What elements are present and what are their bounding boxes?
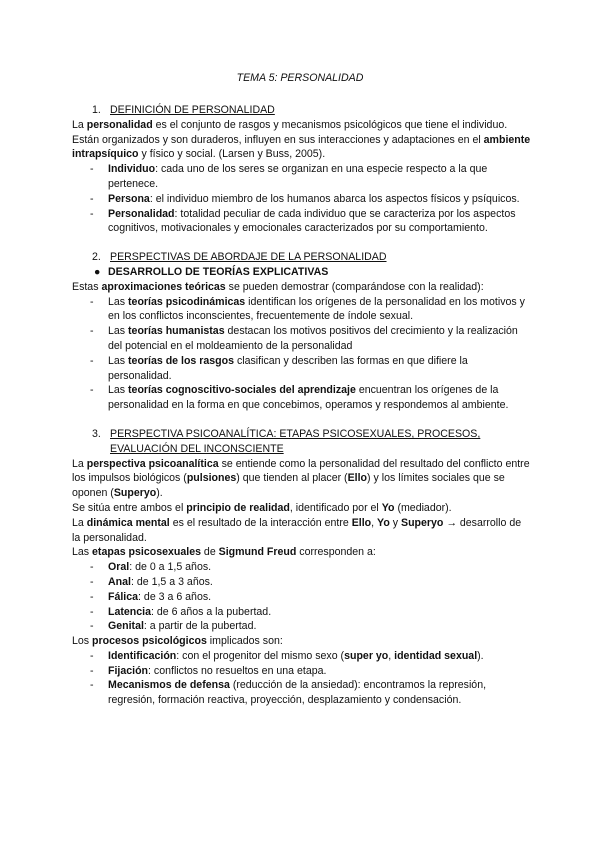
section-3-number: 3.: [92, 427, 101, 440]
document-body: [72, 103, 532, 708]
section-1-heading: [92, 103, 532, 118]
section-1-number: 1.: [92, 104, 101, 116]
term: perspectiva psicoanalítica: [86, 457, 219, 470]
list-item: - Fijación: conflictos no resueltos en una etapa.: [90, 664, 327, 677]
list-item: - Latencia: de 6 años a la pubertad.: [90, 605, 272, 618]
list-item: - Genital: a partir de la pubertad.: [90, 620, 257, 633]
section-2-heading: [92, 250, 532, 265]
definition: : a partir de la pubertad.: [143, 620, 257, 633]
list-item: - Las teorías humanistas destacan los motivos positivos del crecimiento y la realización del potencial en el moldeamiento de la personalidad: [90, 325, 518, 352]
stages-list: [72, 560, 532, 634]
definition: : el individuo miembro de los humanos abarca los aspectos físicos y psíquicos.: [149, 192, 520, 205]
section-1-paragraph: [72, 118, 532, 162]
term: teorías cognoscitivo-sociales del aprendizaje: [128, 384, 356, 397]
text: Las: [108, 384, 129, 397]
definition: clasifican y describen las formas en que difiere la personalidad.: [108, 354, 468, 382]
text: ) que tienden al placer (: [236, 472, 348, 485]
definition: destacan los motivos positivos del crecimiento y la realización del potencial en el moldeamiento de la personalidad: [108, 325, 518, 352]
text: es el resultado de la interacción entre: [169, 516, 352, 529]
text: es el conjunto de rasgos y mecanismos psicológicos que tiene el individuo. Están organizados y son duraderos, influyen en sus interacciones y adaptaciones en el: [72, 118, 508, 146]
term: Ello: [351, 516, 372, 529]
list-item: - Individuo: cada uno de los seres se organizan en una especie respecto a la que pertenece.: [90, 163, 488, 190]
term-ambiente: ambiente intrapsíquico: [72, 133, 531, 161]
term: Oral: [108, 561, 130, 574]
text: Los: [72, 635, 93, 648]
definition: : totalidad peculiar de cada individuo que se caracteriza por los aspectos cognitivos, motivacionales y emocionales caracterizados por su comportamiento.: [108, 207, 516, 235]
term: Anal: [108, 575, 131, 588]
list-item: - Las teorías psicodinámicas identifican los orígenes de la personalidad en los motivos y en los conflictos inconscientes, frecuentemente de índole sexual.: [90, 295, 525, 323]
list-item: - Persona: el individuo miembro de los humanos abarca los aspectos físicos y psíquicos.: [90, 192, 520, 205]
text: implicados son:: [206, 635, 283, 648]
definition: : de 1,5 a 3 años.: [130, 575, 213, 588]
text: corresponden a:: [296, 546, 376, 559]
term: Mecanismos de defensa: [108, 679, 230, 692]
section-3-paragraph-3: [72, 516, 532, 546]
term: Sigmund Freud: [218, 546, 297, 559]
section-3-heading: [92, 427, 532, 457]
list-item: - Las teorías cognoscitivo-sociales del aprendizaje encuentran los orígenes de la personalidad en la forma en que concebimos, operamos y respondemos al ambiente.: [90, 384, 509, 412]
term: Yo: [377, 516, 390, 529]
section-2-intro: [72, 280, 532, 295]
text: La: [72, 516, 87, 529]
term: identidad sexual: [394, 649, 478, 662]
term: teorías humanistas: [128, 325, 225, 338]
definition: identifican los orígenes de la personalidad en los motivos y en los conflictos inconscientes, frecuentemente de índole sexual.: [108, 295, 525, 323]
text: y: [389, 516, 401, 529]
list-item: - Identificación: con el progenitor del mismo sexo (super yo, identidad sexual).: [90, 649, 484, 662]
bullet-icon: ●: [94, 265, 101, 278]
section-2-title: PERSPECTIVAS DE ABORDAJE DE LA PERSONALIDAD: [110, 251, 387, 264]
definition: : de 0 a 1,5 años.: [129, 561, 212, 574]
term: dinámica mental: [86, 516, 170, 529]
term: Individuo: [108, 163, 156, 176]
section-3-paragraph-5: [72, 634, 532, 649]
definition: : cada uno de los seres se organizan en una especie respecto a la que pertenece.: [108, 163, 488, 190]
term: Yo: [381, 501, 395, 514]
text: ).: [156, 487, 163, 500]
section-3-paragraph-4: [72, 545, 532, 560]
list-item: - Personalidad: totalidad peculiar de cada individuo que se caracteriza por los aspectos cognitivos, motivacionales y emocionales caracterizados por su comportamiento.: [90, 207, 516, 235]
section-2-list: [72, 295, 532, 413]
list-item: - Fálica: de 3 a 6 años.: [90, 590, 212, 603]
term: super yo: [344, 649, 389, 662]
term: Genital: [108, 620, 144, 633]
term: teorías psicodinámicas: [128, 295, 246, 308]
definition: : de 3 a 6 años.: [138, 590, 212, 603]
text: Las: [108, 325, 129, 338]
section-1-title: DEFINICIÓN DE PERSONALIDAD: [110, 104, 275, 116]
term: etapas psicosexuales: [92, 546, 201, 559]
term: procesos psicológicos: [92, 635, 207, 648]
text: Las: [108, 354, 129, 367]
term: Fijación: [108, 664, 149, 677]
text: de: [200, 546, 219, 559]
term: principio de realidad: [186, 501, 290, 514]
text: y físico y social. (Larsen y Buss, 2005).: [138, 148, 326, 161]
term: Latencia: [108, 605, 151, 618]
text: se pueden demostrar (comparándose con la realidad):: [225, 280, 484, 293]
term: Ello: [347, 472, 368, 485]
term: aproximaciones teóricas: [101, 280, 226, 293]
term: teorías de los rasgos: [128, 354, 235, 367]
term-personalidad: personalidad: [86, 118, 153, 131]
term: Superyo: [113, 487, 157, 500]
text: : con el progenitor del mismo sexo (: [176, 649, 345, 662]
definition: : conflictos no resueltos en una etapa.: [148, 664, 327, 677]
term: Persona: [108, 192, 150, 205]
section-1-list: [72, 162, 532, 236]
text: La: [72, 118, 87, 131]
list-item: - Oral: de 0 a 1,5 años.: [90, 561, 212, 574]
processes-list: [72, 649, 532, 708]
text: → desarrollo de la personalidad.: [72, 516, 522, 544]
definition: : de 6 años a la pubertad.: [150, 605, 272, 618]
text: (mediador).: [394, 501, 452, 514]
text: Las: [72, 546, 93, 559]
term: Personalidad: [108, 207, 175, 220]
section-3-paragraph-1: [72, 457, 532, 501]
term: Identificación: [108, 649, 177, 662]
term: pulsiones: [186, 472, 237, 485]
text: , identificado por el: [289, 501, 382, 514]
text: Las: [108, 295, 129, 308]
text: se entiende como la personalidad del resultado del conflicto entre los impulsos biológicos (: [72, 457, 530, 485]
definition: encuentran los orígenes de la personalidad en la forma en que concebimos, operamos y respondemos al ambiente.: [108, 384, 509, 412]
list-item: - Mecanismos de defensa (reducción de la ansiedad): encontramos la represión, regresión, formación reactiva, proyección, desplazamiento y condensación.: [90, 679, 487, 707]
list-item: - Anal: de 1,5 a 3 años.: [90, 575, 213, 588]
subheading: [94, 265, 532, 280]
section-3-paragraph-2: [72, 501, 532, 516]
text: ,: [371, 516, 378, 529]
term: Superyo: [401, 516, 444, 529]
text: ,: [388, 649, 395, 662]
section-3-title: PERSPECTIVA PSICOANALÍTICA: ETAPAS PSICOSEXUALES, PROCESOS, EVALUACIÓN DEL INCONSCIENTE: [110, 427, 481, 455]
text: ).: [477, 649, 484, 662]
document-title: TEMA 5: PERSONALIDAD: [236, 72, 364, 84]
term: Fálica: [108, 590, 139, 603]
list-item: - Las teorías de los rasgos clasifican y describen las formas en que difiere la personalidad.: [90, 354, 468, 382]
definition: (reducción de la ansiedad): encontramos la represión, regresión, formación reactiva, proyección, desplazamiento y condensación.: [108, 679, 487, 707]
subheading-text: DESARROLLO DE TEORÍAS EXPLICATIVAS: [108, 265, 329, 278]
text: La: [72, 457, 87, 470]
text: Se sitúa entre ambos el: [72, 501, 187, 514]
text: Estas: [72, 280, 102, 293]
text: ) y los límites sociales que se oponen (: [72, 472, 505, 500]
section-2-number: 2.: [92, 251, 101, 264]
